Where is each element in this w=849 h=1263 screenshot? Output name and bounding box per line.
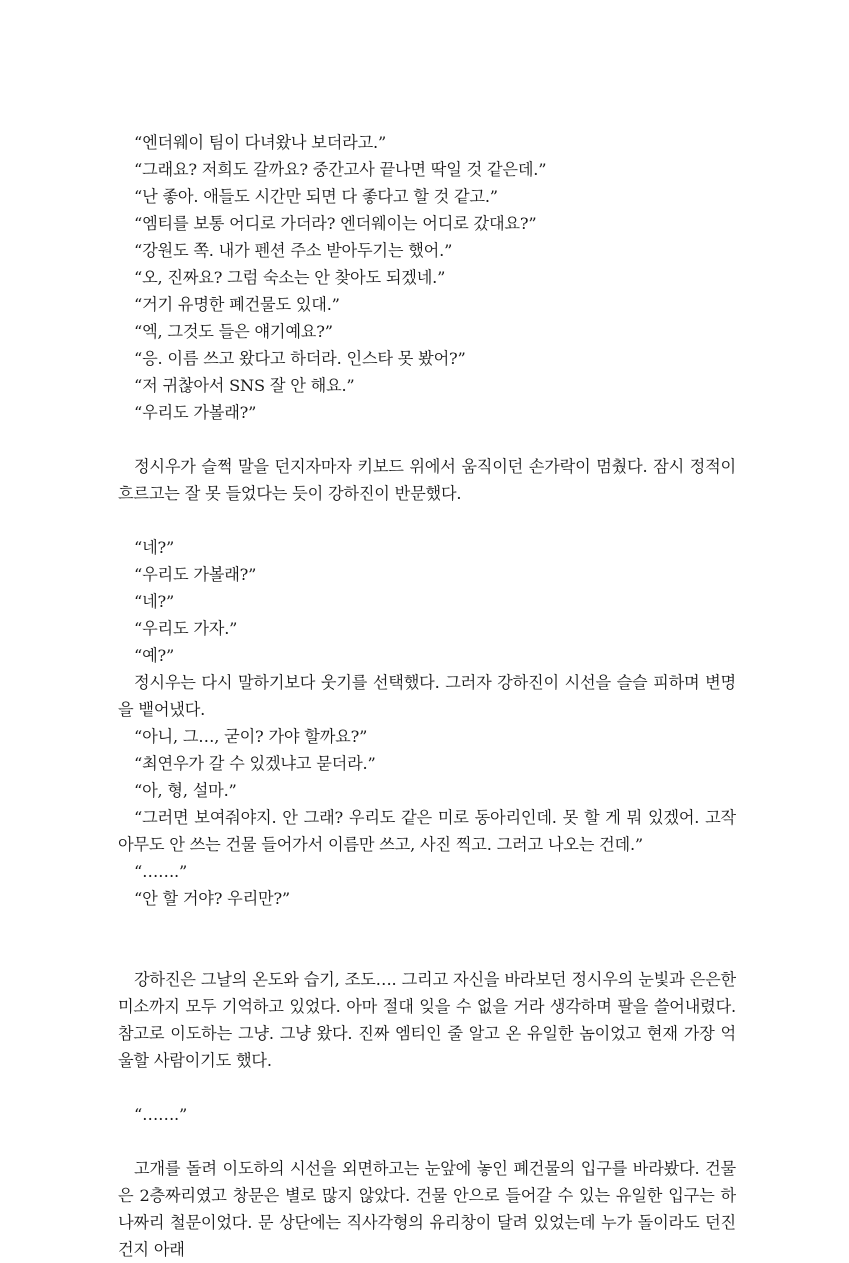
narration-paragraph: 강하진은 그날의 온도와 습기, 조도…. 그리고 자신을 바라보던 정시우의 눈빛과 은은한 미소까지 모두 기억하고 있었다. 아마 절대 잊을 수 없을 거라 생각하며 팔을 쓸어내렸다. 참고로 이도하는 그냥. 그냥 왔다. 진짜 엠티인 줄 알고 온 유일한 놈이었고 현재 가장 억울할 사람이기도 했다. [118, 970, 736, 1070]
dialogue-line: “아니, 그…, 굳이? 가야 할까요?” [134, 727, 368, 746]
dialogue-line: “저 귀찮아서 SNS 잘 안 해요.” [134, 376, 355, 395]
paragraph-gap [118, 1074, 736, 1101]
dialogue-line: “난 좋아. 애들도 시간만 되면 다 좋다고 할 것 같고.” [134, 187, 498, 206]
dialogue-line: “안 할 거야? 우리만?” [134, 889, 291, 908]
dialogue-line: “엠티를 보통 어디로 가더라? 엔더웨이는 어디로 갔대요?” [134, 214, 537, 233]
paragraph-gap [118, 426, 736, 453]
narration-paragraph: 고개를 돌려 이도하의 시선을 외면하고는 눈앞에 놓인 폐건물의 입구를 바라봤다. 건물은 2층짜리였고 창문은 별로 많지 않았다. 건물 안으로 들어갈 수 있는 유일한 입구는 하나짜리 철문이었다. 문 상단에는 직사각형의 유리창이 달려 있었는데 누가 돌이라도 던진 건지 아래 [118, 1159, 736, 1259]
dialogue-block-4 [118, 858, 736, 912]
dialogue-block-2 [118, 534, 736, 669]
dialogue-line: “예?” [134, 646, 175, 665]
dialogue-block-1 [118, 129, 736, 426]
dialogue-line: “엔더웨이 팀이 다녀왔나 보더라고.” [134, 133, 387, 152]
dialogue-line: “응. 이름 쓰고 왔다고 하더라. 인스타 못 봤어?” [134, 349, 466, 368]
dialogue-line: “…….” [134, 862, 188, 881]
dialogue-line: “우리도 가볼래?” [134, 403, 257, 422]
dialogue-line: “오, 진짜요? 그럼 숙소는 안 찾아도 되겠네.” [134, 268, 446, 287]
narration-paragraph: 정시우가 슬쩍 말을 던지자마자 키보드 위에서 움직이던 손가락이 멈췄다. 잠시 정적이 흐르고는 잘 못 들었다는 듯이 강하진이 반문했다. [118, 457, 736, 503]
dialogue-line: “거기 유명한 폐건물도 있대.” [134, 295, 340, 314]
dialogue-line: “네?” [134, 538, 175, 557]
paragraph-gap [118, 1128, 736, 1155]
narration-paragraph: 정시우는 다시 말하기보다 웃기를 선택했다. 그러자 강하진이 시선을 슬슬 피하며 변명을 뱉어냈다. [118, 673, 736, 719]
dialogue-block-3 [118, 723, 736, 804]
paragraph-gap [118, 507, 736, 534]
section-gap [118, 912, 736, 966]
dialogue-line: “엑, 그것도 들은 얘기예요?” [134, 322, 333, 341]
dialogue-line: “강원도 쪽. 내가 펜션 주소 받아두기는 했어.” [134, 241, 453, 260]
dialogue-line: “아, 형, 설마.” [134, 781, 237, 800]
dialogue-line: “우리도 가자.” [134, 619, 238, 638]
dialogue-block-5 [118, 1101, 736, 1128]
document-page [118, 129, 736, 1263]
dialogue-line: “우리도 가볼래?” [134, 565, 257, 584]
dialogue-line: “…….” [134, 1105, 188, 1124]
dialogue-line: “네?” [134, 592, 175, 611]
dialogue-line: “그래요? 저희도 갈까요? 중간고사 끝나면 딱일 것 같은데.” [134, 160, 547, 179]
dialogue-paragraph: “그러면 보여줘야지. 안 그래? 우리도 같은 미로 동아리인데. 못 할 게 뭐 있겠어. 고작 아무도 안 쓰는 건물 들어가서 이름만 쓰고, 사진 찍고. 그러고 나오는 건데.” [118, 808, 736, 854]
dialogue-line: “최연우가 갈 수 있겠냐고 묻더라.” [134, 754, 376, 773]
